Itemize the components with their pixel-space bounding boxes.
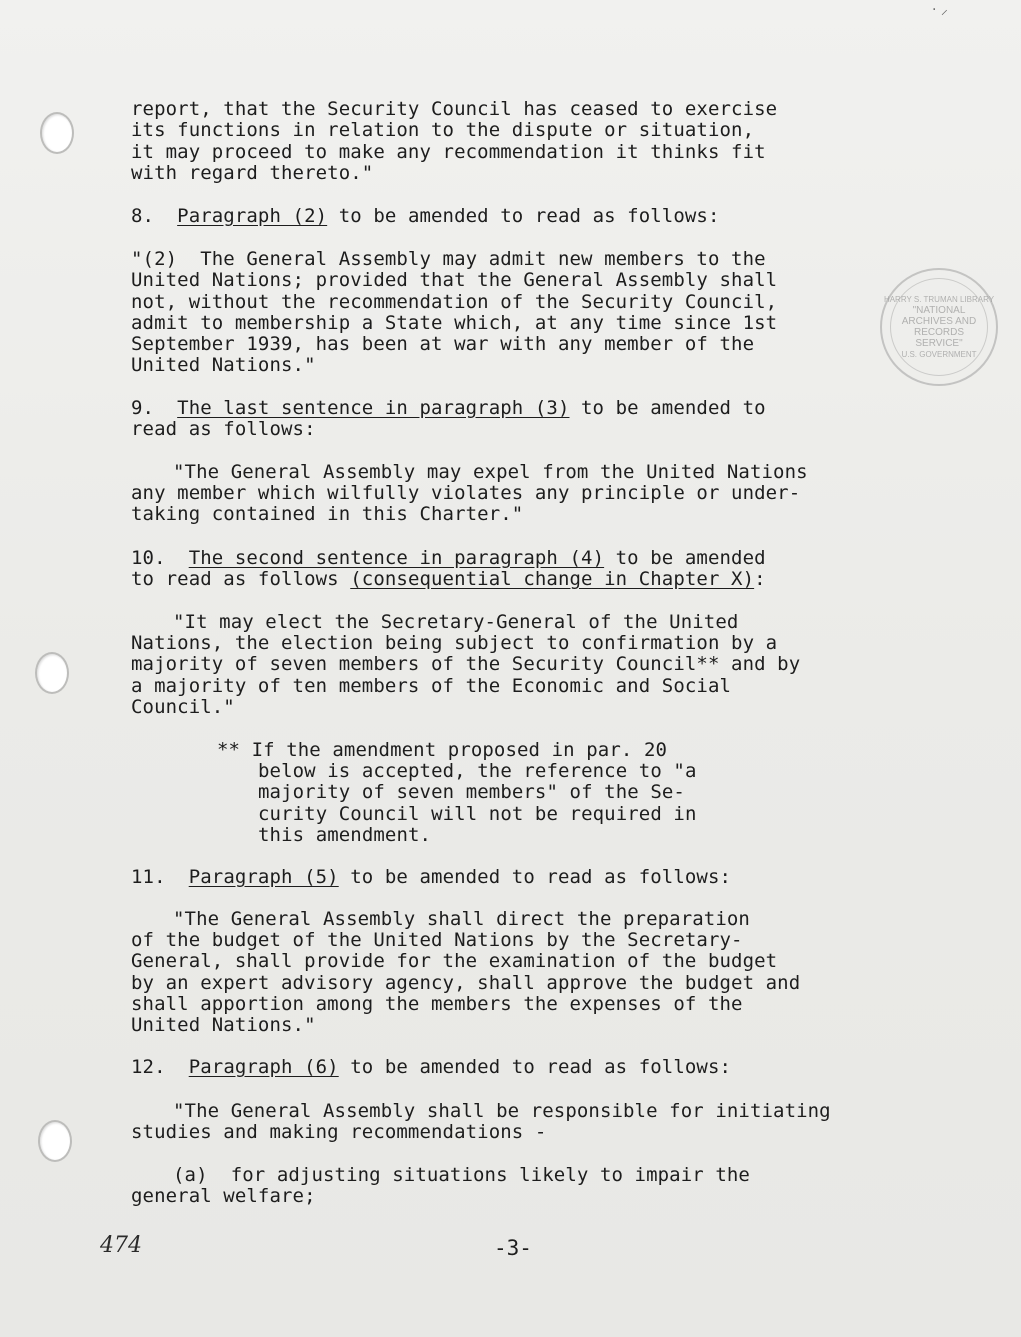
stamp-line: ARCHIVES AND (901, 316, 977, 327)
text-line: "It may elect the Secretary-General of the United (173, 611, 739, 633)
stamp-line: RECORDS (913, 327, 964, 338)
item-reference: Paragraph (5) (188, 866, 339, 888)
item-11-heading (131, 867, 731, 888)
text-line: it may proceed to make any recommendation it thinks fit (131, 140, 766, 163)
text-line: September 1939, has been at war with any member of the (131, 333, 755, 356)
text-line: with regard thereto." (131, 161, 374, 184)
text-line: a majority of ten members of the Economic and Social (131, 674, 732, 697)
item-reference: Paragraph (2) (177, 205, 328, 227)
page-number: -3- (494, 1236, 532, 1260)
text-line: admit to membership a State which, at any time since 1st (131, 311, 778, 334)
item-reference: The second sentence in paragraph (4) (188, 547, 605, 569)
item-reference: Paragraph (6) (188, 1056, 339, 1078)
text-line: curity Council will not be required in (258, 802, 697, 825)
item-12-sub-a (173, 1165, 750, 1186)
item-9-quote (173, 462, 808, 483)
item-12-quote (173, 1101, 831, 1122)
text-line: "The General Assembly shall be responsible for initiating (173, 1100, 831, 1122)
text-line: its functions in relation to the dispute or situation, (131, 119, 755, 142)
text-line: of the budget of the United Nations by the Secretary- (131, 929, 743, 951)
item-9-heading (131, 398, 766, 441)
stamp-line: "NATIONAL (912, 305, 966, 316)
item-12-heading (131, 1057, 731, 1078)
item-number: 8. (131, 205, 178, 227)
continuation-paragraph (131, 99, 777, 184)
text-line: United Nations." (131, 1014, 316, 1037)
text-line: United Nations." (131, 354, 316, 377)
text-line: : (754, 568, 766, 591)
item-12-quote-cont (131, 1122, 546, 1143)
text-line: majority of seven members" of the Se- (258, 781, 685, 804)
text-line: by an expert advisory agency, shall approve the budget and (131, 971, 801, 994)
text-line: any member which wilfully violates any principle or under- (131, 482, 801, 504)
corner-mark: · ⸝ (932, 2, 948, 18)
text-line: studies and making recommendations - (131, 1121, 547, 1143)
footnote-star-cont (258, 761, 696, 846)
item-8-quote (131, 249, 777, 377)
item-text: to be amended to read as follows: (338, 1056, 732, 1078)
punch-hole-bottom (38, 1120, 72, 1162)
item-number: 11. (131, 866, 189, 888)
footnote-star (217, 740, 667, 761)
text-line: Nations, the election being subject to confirmation by a (131, 632, 778, 654)
text-line: this amendment. (258, 823, 432, 846)
punch-hole-middle (35, 652, 69, 694)
item-number: 10. (131, 547, 189, 569)
text-line: "The General Assembly may expel from the United Nations (173, 461, 808, 483)
text-line: "The General Assembly shall direct the preparation (173, 908, 750, 930)
item-10-heading (131, 548, 766, 591)
stamp-line: U.S. GOVERNMENT (901, 350, 977, 359)
text-line: read as follows: (131, 418, 316, 441)
item-11-quote (173, 909, 750, 930)
item-10-quote (173, 612, 738, 633)
item-text: to be amended to read as follows: (338, 866, 732, 888)
item-11-quote-cont (131, 930, 800, 1036)
text-line: shall apportion among the members the expenses of the (131, 992, 743, 1015)
item-text: to be amended (604, 547, 766, 569)
item-text: to be amended to read as follows: (327, 205, 720, 227)
text-line: below is accepted, the reference to "a (258, 760, 697, 782)
punch-hole-top (40, 112, 74, 154)
stamp-line: SERVICE" (915, 338, 963, 349)
item-reference: The last sentence in paragraph (3) (177, 397, 570, 419)
item-8-heading (131, 206, 720, 227)
archive-stamp (880, 268, 998, 386)
text-line: report, that the Security Council has ceased to exercise (131, 98, 778, 120)
text-line: (a) for adjusting situations likely to impair the (173, 1164, 750, 1186)
text-line: to read as follows (131, 568, 351, 591)
text-line: "(2) The General Assembly may admit new members to the (131, 248, 766, 270)
text-line: not, without the recommendation of the Security Council, (131, 290, 778, 313)
text-line: ** If the amendment proposed in par. 20 (217, 739, 668, 761)
item-9-quote-cont (131, 483, 800, 526)
handwritten-number: 474 (100, 1233, 142, 1258)
item-12-sub-a-cont (131, 1186, 316, 1207)
text-line: General, shall provide for the examination of the budget (131, 950, 778, 973)
text-line: taking contained in this Charter." (131, 503, 524, 526)
text-line: general welfare; (131, 1185, 316, 1207)
text-line: Council." (131, 695, 235, 718)
text-line: United Nations; provided that the General Assembly shall (131, 269, 778, 292)
item-number: 12. (131, 1056, 189, 1078)
item-text: to be amended to (569, 397, 766, 419)
stamp-line: HARRY S. TRUMAN LIBRARY (883, 295, 995, 304)
text-line: majority of seven members of the Security Council** and by (131, 653, 801, 676)
item-number: 9. (131, 397, 178, 419)
item-10-quote-cont (131, 633, 800, 718)
consequential-note: (consequential change in Chapter X) (350, 568, 755, 591)
